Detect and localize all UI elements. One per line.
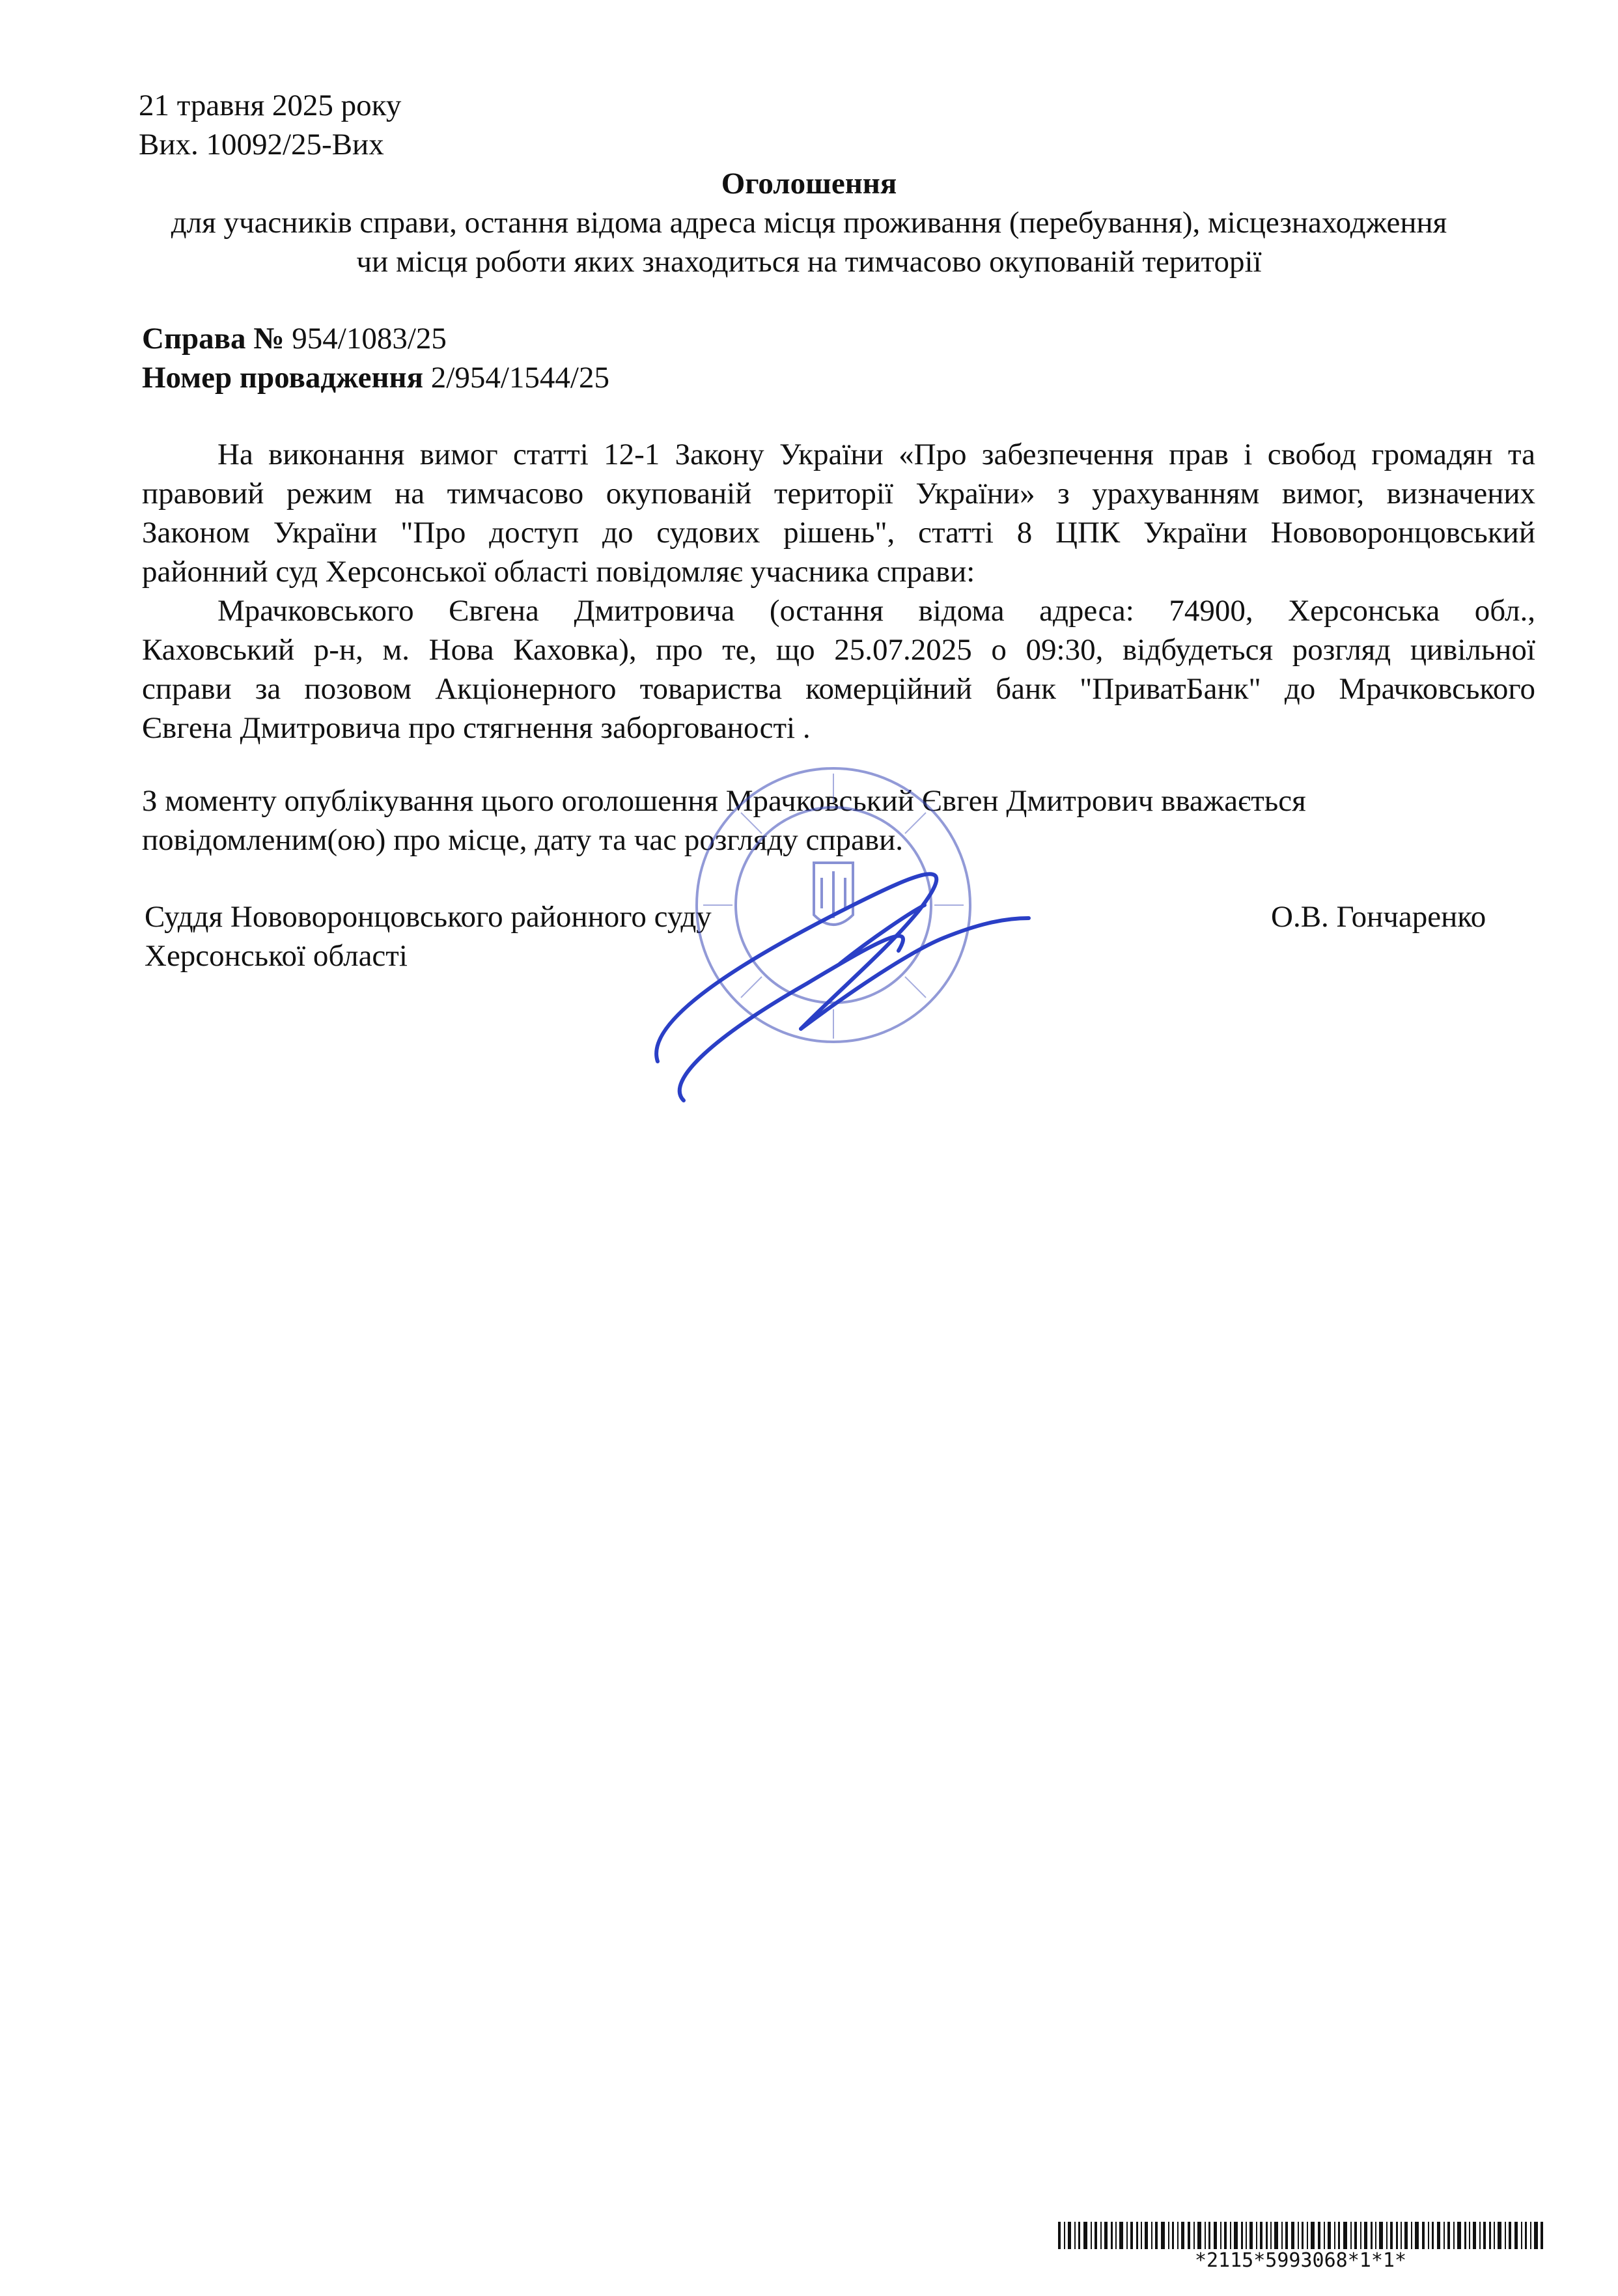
paragraph-3-line: З моменту опублікування цього оголошення Мрачковський Євген Дмитрович вважається: [142, 784, 1306, 818]
outgoing-number: Вих. 10092/25-Вих: [139, 128, 384, 161]
court-seal-and-signature: [638, 755, 1055, 1120]
subtitle-line-1: для учасників справи, остання відома адреса місця проживання (перебування), місцезнаходження: [171, 206, 1447, 240]
paragraph-1-line: правовий режим на тимчасово окупованій території України» з урахуванням вимог, визначених: [142, 477, 1535, 511]
case-number-line: [142, 319, 447, 358]
signature-position-line-2: Херсонської області: [145, 939, 408, 973]
barcode-text: *2115*5993068*1*1*: [1194, 2249, 1407, 2272]
paragraph-2-line: Каховський р-н, м. Нова Каховка), про те, що 25.07.2025 о 09:30, відбудеться розгляд цивільної: [142, 633, 1535, 667]
proceeding-label: Номер провадження: [142, 361, 424, 395]
signature-position-line-1: Суддя Нововоронцовського районного суду: [145, 900, 712, 934]
paragraph-3-line: повідомленим(ою) про місце, дату та час розгляду справи.: [142, 823, 903, 857]
paragraph-1-line: районний суд Херсонської області повідомляє учасника справи:: [142, 555, 975, 589]
paragraph-2-line: Євгена Дмитровича про стягнення заборгованості .: [142, 711, 811, 745]
case-number: 954/1083/25: [292, 322, 447, 356]
document-date: 21 травня 2025 року: [139, 89, 402, 122]
barcode-icon: [1058, 2222, 1543, 2249]
subtitle-line-2: чи місця роботи яких знаходиться на тимчасово окупованій території: [356, 245, 1262, 279]
case-label: Справа №: [142, 322, 285, 356]
paragraph-2-line: справи за позовом Акціонерного товариства комерційний банк "ПриватБанк" до Мрачковського: [142, 672, 1535, 706]
paragraph-1-line: Законом України "Про доступ до судових рішень", статті 8 ЦПК України Нововоронцовський: [142, 516, 1535, 550]
judge-name: О.В. Гончаренко: [1271, 900, 1486, 934]
paragraph-1-line: На виконання вимог статті 12-1 Закону України «Про забезпечення прав і свобод громадян та: [217, 438, 1535, 471]
proceeding-number-line: [142, 358, 609, 397]
paragraph-1: [142, 435, 1535, 591]
proceeding-number: 2/954/1544/25: [430, 361, 609, 395]
document-title: Оголошення: [721, 167, 897, 201]
paragraph-2-line: Мрачковського Євгена Дмитровича (остання відома адреса: 74900, Херсонська обл.,: [217, 594, 1535, 628]
paragraph-2: [142, 591, 1535, 748]
court-seal-icon: [638, 755, 1055, 1120]
